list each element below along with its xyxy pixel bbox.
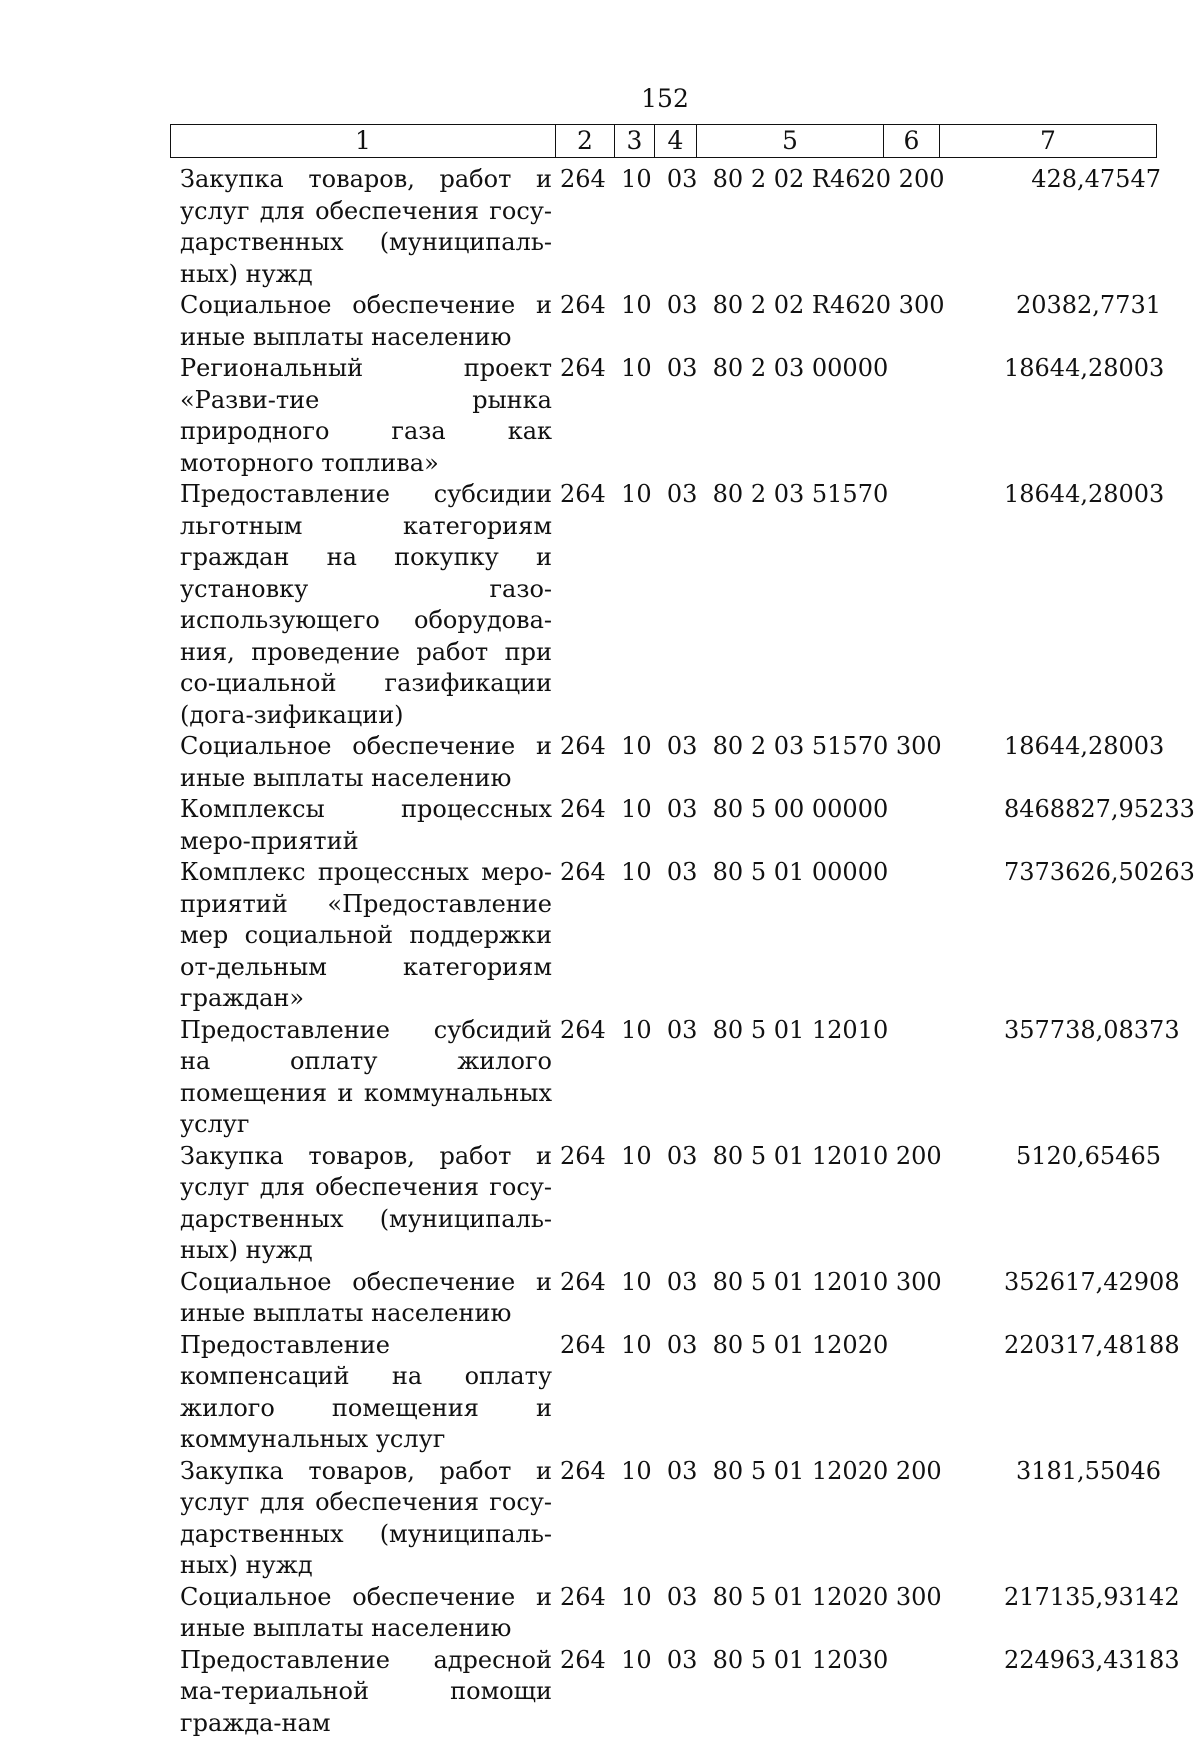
table-row <box>180 794 1165 857</box>
row-name: Комплекс процессных меро-приятий «Предоставление мер социальной поддержки от-дельным категориям граждан» <box>180 857 552 1015</box>
row-name: Комплексы процессных меро-приятий <box>180 794 552 857</box>
row-code: 264 10 03 80 2 02 R4620 200 <box>552 164 1004 196</box>
header-col-3: 3 <box>615 125 655 157</box>
row-name: Закупка товаров, работ и услуг для обеспечения госу-дарственных (муниципаль-ных) нужд <box>180 1456 552 1582</box>
row-name: Социальное обеспечение и иные выплаты населению <box>180 1582 552 1645</box>
table-body <box>180 164 1165 1739</box>
header-col-4: 4 <box>655 125 697 157</box>
page-number: 152 <box>0 84 1200 113</box>
row-name: Предоставление компенсаций на оплату жилого помещения и коммунальных услуг <box>180 1330 552 1456</box>
row-name: Социальное обеспечение и иные выплаты населению <box>180 731 552 794</box>
row-sum: 428,47547 <box>1004 164 1165 196</box>
row-code: 264 10 03 80 5 01 12020 300 <box>552 1582 1004 1614</box>
table-row <box>180 290 1165 353</box>
row-sum: 20382,7731 <box>1004 290 1165 322</box>
row-code: 264 10 03 80 2 03 51570 <box>552 479 1004 511</box>
row-sum: 220317,48188 <box>1004 1330 1165 1362</box>
table-row <box>180 731 1165 794</box>
row-sum: 357738,08373 <box>1004 1015 1165 1047</box>
row-code: 264 10 03 80 5 00 00000 <box>552 794 1004 826</box>
row-name: Закупка товаров, работ и услуг для обеспечения госу-дарственных (муниципаль-ных) нужд <box>180 164 552 290</box>
row-code: 264 10 03 80 2 02 R4620 300 <box>552 290 1004 322</box>
row-sum: 5120,65465 <box>1004 1141 1165 1173</box>
table-row <box>180 1456 1165 1582</box>
header-col-7: 7 <box>940 125 1156 157</box>
row-sum: 217135,93142 <box>1004 1582 1165 1614</box>
table-row <box>180 1330 1165 1456</box>
header-col-1: 1 <box>171 125 556 157</box>
row-name: Закупка товаров, работ и услуг для обеспечения госу-дарственных (муниципаль-ных) нужд <box>180 1141 552 1267</box>
table-header <box>170 124 1157 158</box>
row-sum: 352617,42908 <box>1004 1267 1165 1299</box>
table-row <box>180 1582 1165 1645</box>
row-name: Региональный проект «Разви-тие рынка природного газа как моторного топлива» <box>180 353 552 479</box>
row-sum: 224963,43183 <box>1004 1645 1165 1677</box>
row-code: 264 10 03 80 5 01 12010 <box>552 1015 1004 1047</box>
table-row <box>180 1267 1165 1330</box>
table-row <box>180 1141 1165 1267</box>
row-code: 264 10 03 80 2 03 51570 300 <box>552 731 1004 763</box>
header-col-5: 5 <box>697 125 884 157</box>
row-code: 264 10 03 80 5 01 12020 <box>552 1330 1004 1362</box>
row-code: 264 10 03 80 5 01 12020 200 <box>552 1456 1004 1488</box>
header-col-2: 2 <box>556 125 615 157</box>
table-row <box>180 479 1165 731</box>
table-row <box>180 857 1165 1015</box>
row-name: Социальное обеспечение и иные выплаты населению <box>180 290 552 353</box>
table-row <box>180 1645 1165 1739</box>
row-sum: 18644,28003 <box>1004 731 1165 763</box>
header-col-6: 6 <box>884 125 940 157</box>
row-sum: 18644,28003 <box>1004 353 1165 385</box>
row-code: 264 10 03 80 5 01 00000 <box>552 857 1004 889</box>
row-code: 264 10 03 80 5 01 12010 300 <box>552 1267 1004 1299</box>
row-name: Социальное обеспечение и иные выплаты населению <box>180 1267 552 1330</box>
table-row <box>180 1015 1165 1141</box>
table-row <box>180 164 1165 290</box>
row-name: Предоставление адресной ма-териальной помощи гражда-нам <box>180 1645 552 1739</box>
row-name: Предоставление субсидий на оплату жилого помещения и коммунальных услуг <box>180 1015 552 1141</box>
row-sum: 3181,55046 <box>1004 1456 1165 1488</box>
row-code: 264 10 03 80 5 01 12030 <box>552 1645 1004 1677</box>
row-code: 264 10 03 80 2 03 00000 <box>552 353 1004 385</box>
row-sum: 7373626,50263 <box>1004 857 1165 889</box>
row-code: 264 10 03 80 5 01 12010 200 <box>552 1141 1004 1173</box>
row-name: Предоставление субсидии льготным категориям граждан на покупку и установку газо-использующего оборудова-ния, проведение работ при со-циальной газификации (дога-зификации) <box>180 479 552 731</box>
row-sum: 18644,28003 <box>1004 479 1165 511</box>
table-row <box>180 353 1165 479</box>
row-sum: 8468827,95233 <box>1004 794 1165 826</box>
